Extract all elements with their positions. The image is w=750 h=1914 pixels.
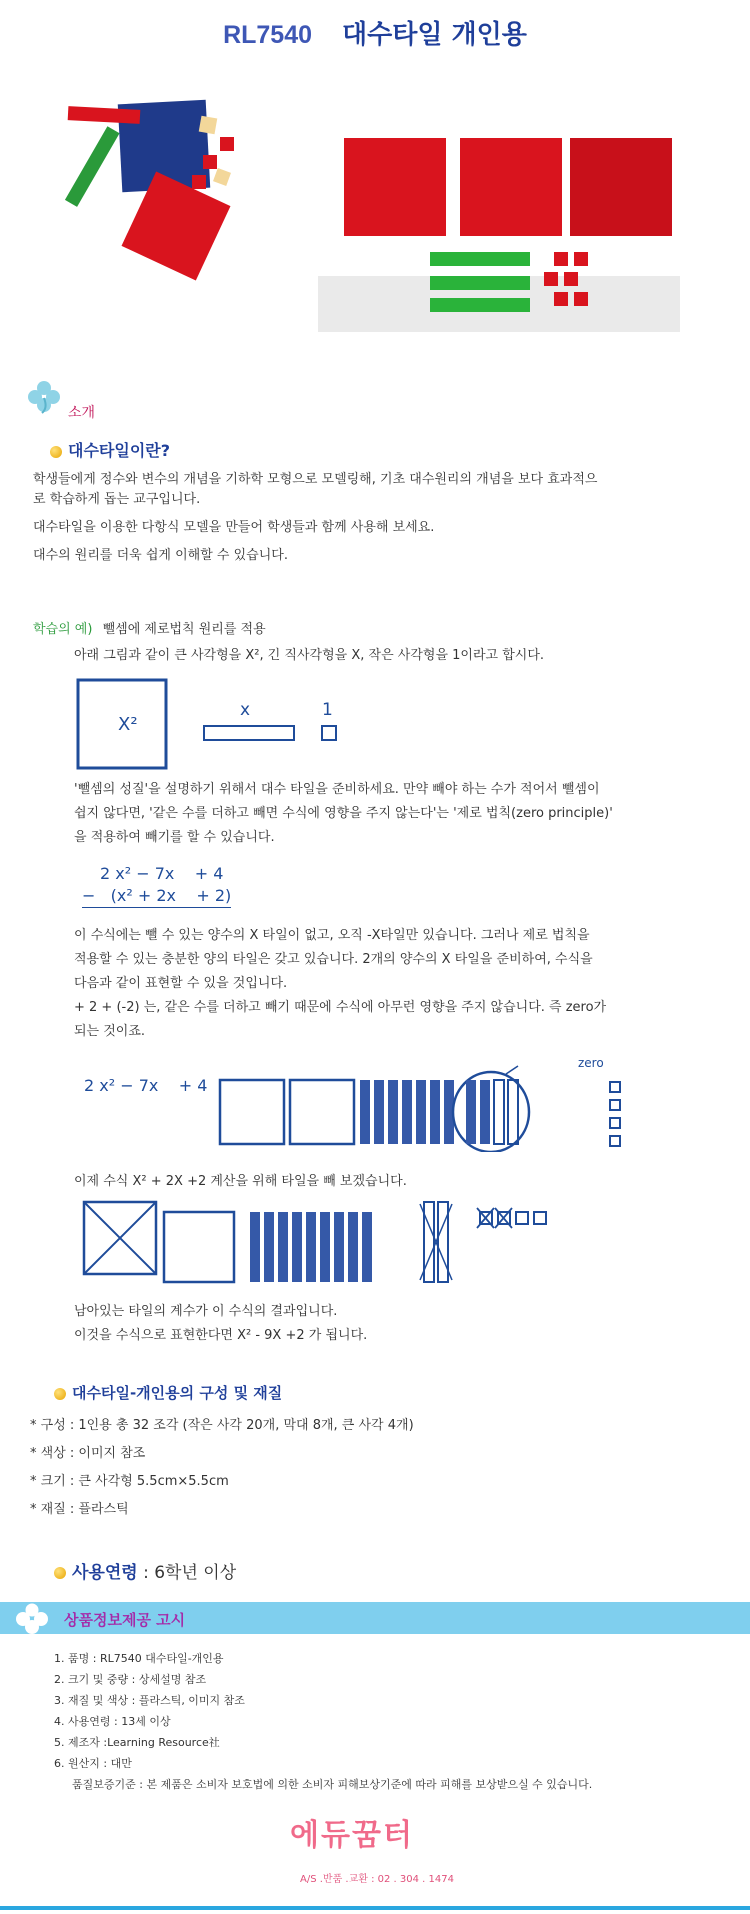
example-p2c: 다음과 같이 표현할 수 있을 것입니다. [74, 976, 288, 991]
what-heading-text: 대수타일이란? [68, 441, 171, 460]
composition-item: * 재질 : 플라스틱 [30, 1502, 129, 1517]
intro-para1b: 로 학습하게 돕는 교구입니다. [33, 492, 201, 507]
example-p5: 남아있는 타일의 계수가 이 수식의 결과입니다. [74, 1304, 338, 1319]
product-photo-tiles-arranged [318, 132, 680, 332]
page-title [0, 14, 750, 51]
example-p6: 이것을 수식으로 표현한다면 X² - 9X +2 가 됩니다. [74, 1328, 368, 1343]
example-label: 학습의 예) [33, 622, 93, 637]
product-photo-tiles-scattered [60, 90, 260, 285]
zero-label: zero [578, 1056, 604, 1070]
example-para2 [74, 926, 724, 1042]
tile-1-label: 1 [322, 700, 333, 720]
intro-para2: 대수타일을 이용한 다항식 모델을 만들어 학생들과 함께 사용해 보세요. [33, 520, 435, 535]
example-desc: 아래 그림과 같이 큰 사각형을 X², 긴 직사각형을 X, 작은 사각형을 1이라고 합시다. [74, 648, 545, 663]
bullet-icon [54, 1567, 66, 1579]
brand-contact: A/S .반품 .교환 : 02 . 304 . 1474 [300, 1874, 454, 1885]
composition-item: * 구성 : 1인용 총 32 조각 (작은 사각 20개, 막대 8개, 큰 사각 4개) [30, 1418, 414, 1433]
notice-item: 5. 제조자 :Learning Resource社 [54, 1736, 220, 1749]
example-p3: + 2 + (-2) 는, 같은 수를 더하고 빼기 때문에 수식에 아무런 영향을 주지 않습니다. 즉 zero가 [74, 1000, 607, 1015]
composition-heading-text: 대수타일-개인용의 구성 및 재질 [72, 1384, 283, 1402]
tile-x-label: x [240, 700, 251, 720]
example-p4: 이제 수식 X² + 2X +2 계산을 위해 타일을 빼 보겠습니다. [74, 1174, 407, 1189]
bottom-divider [0, 1906, 750, 1910]
composition-list [30, 1412, 414, 1524]
product-code: RL7540 [223, 21, 313, 49]
what-heading [50, 438, 170, 461]
clover-icon [26, 378, 66, 414]
notice-title: 상품정보제공 고시 [64, 1611, 186, 1629]
example-heading [33, 620, 266, 640]
example-para1 [74, 780, 724, 848]
intro-para1: 학생들에게 정수와 변수의 개념을 기하학 모형으로 모델링해, 기초 대수원리의 개념을 보다 효과적으 [33, 472, 598, 487]
tile-diagram-subtract [82, 1200, 582, 1290]
intro-para3: 대수의 원리를 더욱 쉽게 이해할 수 있습니다. [33, 548, 288, 563]
example-p3b: 되는 것이죠. [74, 1024, 146, 1039]
example-p1b: 쉽지 않다면, '같은 수를 더하고 빼면 수식에 영향을 주지 않는다'는 '제로 법칙(zero principle)' [74, 806, 613, 821]
composition-item: * 크기 : 큰 사각형 5.5cm×5.5cm [30, 1474, 229, 1489]
age-value: : 6학년 이상 [137, 1563, 237, 1583]
notice-list [54, 1648, 592, 1795]
brand-logo: 에듀꿈터 [290, 1818, 414, 1853]
notice-item: 4. 사용연령 : 13세 이상 [54, 1715, 171, 1728]
composition-heading [54, 1382, 282, 1403]
tile-x2-label: X² [118, 714, 138, 735]
notice-guarantee: 품질보증기준 : 본 제품은 소비자 보호법에 의한 소비자 피해보상기준에 따라 피해를 보상받으실 수 있습니다. [72, 1778, 593, 1791]
section-intro-label: 소개 [68, 405, 96, 421]
notice-item: 1. 품명 : RL7540 대수타일-개인용 [54, 1652, 224, 1665]
example-p1c: 을 적용하여 빼기를 할 수 있습니다. [74, 830, 275, 845]
age-label: 사용연령 [72, 1563, 138, 1583]
bullet-icon [54, 1388, 66, 1400]
equation-1: 2 x² − 7x + 4 [100, 864, 224, 883]
notice-item: 3. 재질 및 색상 : 플라스틱, 이미지 참조 [54, 1694, 245, 1707]
notice-item: 6. 원산지 : 대만 [54, 1757, 132, 1770]
clover-icon [14, 1600, 54, 1636]
notice-item: 2. 크기 및 중량 : 상세설명 참조 [54, 1673, 207, 1686]
composition-item: * 색상 : 이미지 참조 [30, 1446, 146, 1461]
example-p1: '뺄셈의 성질'을 설명하기 위해서 대수 타일을 준비하세요. 만약 빼야 하는 수가 적어서 뺄셈이 [74, 782, 600, 797]
equation-2: − (x² + 2x + 2) [82, 886, 231, 908]
example-p2: 이 수식에는 뺄 수 있는 양수의 X 타일이 없고, 오직 -X타일만 있습니다. 그러나 제로 법칙을 [74, 928, 590, 943]
example-subject: 뺄셈에 제로법칙 원리를 적용 [102, 622, 266, 637]
bullet-icon [50, 446, 62, 458]
example-p2b: 적용할 수 있는 충분한 양의 타일은 갖고 있습니다. 2개의 양수의 X 타일을 준비하여, 수식을 [74, 952, 593, 967]
product-name: 대수타일 개인용 [342, 20, 527, 50]
intro-paragraphs [33, 470, 723, 566]
equation-3: 2 x² − 7x + 4 [84, 1076, 208, 1095]
tile-diagram-zero [218, 1052, 638, 1152]
age-row [54, 1558, 236, 1583]
